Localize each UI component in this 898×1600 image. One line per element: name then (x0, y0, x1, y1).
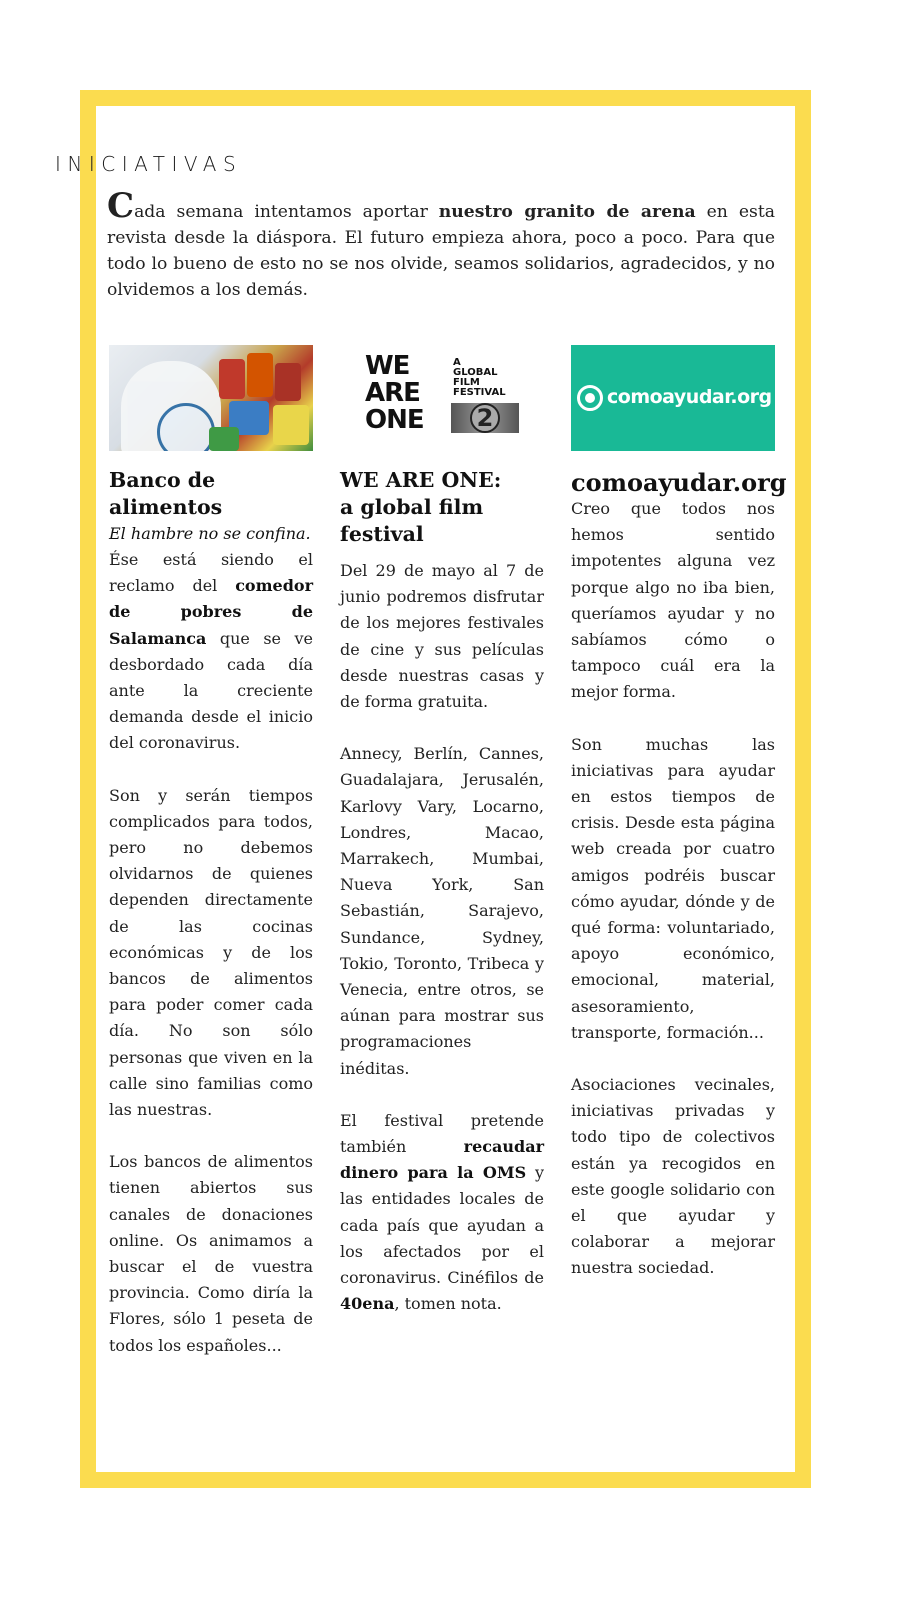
text: y las entidades locales de cada país que ayudan a los afectados por el coronavirus. Cinéfilos de (340, 1163, 545, 1288)
bold-text: recaudar dinero para la OMS (340, 1137, 544, 1183)
jar-icon (219, 359, 245, 399)
logo-big-text (365, 353, 424, 434)
logo-word: ONE (365, 405, 424, 435)
column-title: comoayudar.org (571, 468, 787, 497)
food-bank-logo-icon (157, 403, 215, 451)
paragraph: Annecy, Berlín, Cannes, Guadalajara, Jerusalén, Karlovy Vary, Locarno, Londres, Macao, Marrakech, Mumbai, Nueva York, San Sebastián, Sarajevo, Sundance, Sydney, Tokio, Toronto, Tribeca y Venecia, entre otros, se aúnan para mostrar sus programaciones inéditas. (340, 744, 544, 1078)
countdown-number: 2 (470, 403, 500, 433)
bold-text: comedor de pobres de Salamanca (109, 576, 313, 648)
refresh-icon (577, 385, 603, 411)
paragraph (340, 1108, 544, 1318)
text: que se ve desbordado cada día ante la creciente demanda desde el inicio del coronavirus. (109, 628, 313, 753)
intro-text-1: ada semana intentamos aportar (134, 202, 439, 222)
can-icon (209, 427, 239, 451)
logo-text: comoayudar.org (607, 386, 772, 408)
bag-shape (121, 361, 221, 451)
food-bank-photo (109, 345, 313, 451)
column-banco-alimentos (109, 345, 313, 1385)
section-title: INICIATIVAS (55, 152, 243, 176)
logo-word: ARE (365, 378, 420, 408)
drop-cap: C (107, 186, 135, 226)
paragraph: Creo que todos nos hemos sentido impotentes alguna vez porque algo no iba bien, queríamos ayudar y no sabíamos cómo o tampoco cuál era la mejor forma. (571, 499, 775, 702)
column-title (340, 467, 544, 548)
jar-icon (247, 353, 273, 397)
text: , tomen nota. (394, 1294, 502, 1314)
logo-word: A (453, 357, 461, 368)
comoayudar-logo (571, 345, 775, 451)
bold-text: 40ena (340, 1294, 395, 1314)
title-line: a global film festival (340, 495, 484, 546)
intro-text-2: en esta revista desde la diáspora. El futuro empieza ahora, poco a poco. Para que todo lo bueno de esto no se nos olvide, seamos solidarios, agradecidos, y no olvidemos a los demás. (107, 202, 775, 300)
we-are-one-logo (340, 345, 544, 451)
logo-word: GLOBAL (453, 367, 498, 378)
paragraph: Los bancos de alimentos tienen abiertos sus canales de donaciones online. Os animamos a buscar el de vuestra provincia. Como diría la Flores, sólo 1 peseta de todos los españoles... (109, 1152, 313, 1355)
paragraph: Son muchas las iniciativas para ayudar en estos tiempos de crisis. Desde esta página web creada por cuatro amigos podréis buscar cómo ayudar, dónde y de qué forma: voluntariado, apoyo económico, emocional, material, asesoramiento, transporte, formación... (571, 734, 775, 1042)
logo-word: WE (365, 351, 410, 381)
film-countdown-icon (451, 403, 519, 433)
paragraph (109, 547, 313, 757)
logo-small-text (453, 358, 506, 398)
carton-icon (273, 405, 309, 445)
intro-bold: nuestro granito de arena (438, 202, 696, 222)
paragraph: Son y serán tiempos complicados para todos, pero no debemos olvidarnos de quienes dependen directamente de las cocinas económicas y de los bancos de alimentos para poder comer cada día. No son sólo personas que viven en la calle sino familias como las nuestras. (109, 785, 313, 1120)
column-subtitle: El hambre no se confina. (109, 524, 311, 543)
column-comoayudar (571, 345, 787, 1308)
title-line: WE ARE ONE: (340, 468, 502, 492)
text: El festival pretende también (340, 1110, 544, 1157)
text: Ése está siendo el reclamo del (109, 550, 313, 596)
logo-word: FILM (453, 377, 480, 388)
paragraph: Asociaciones vecinales, iniciativas privadas y todo tipo de colectivos están ya recogidos en este google solidario con el que ayudar y colaborar a mejorar nuestra sociedad. (571, 1075, 775, 1278)
column-we-are-one (340, 345, 544, 1343)
paragraph: Del 29 de mayo al 7 de junio podremos disfrutar de los mejores festivales de cine y sus películas desde nuestras casas y de forma gratuita. (340, 561, 544, 712)
intro-paragraph (107, 186, 775, 303)
column-title: Banco de alimentos (109, 468, 223, 519)
jar-icon (275, 363, 301, 401)
logo-word: FESTIVAL (453, 387, 506, 398)
